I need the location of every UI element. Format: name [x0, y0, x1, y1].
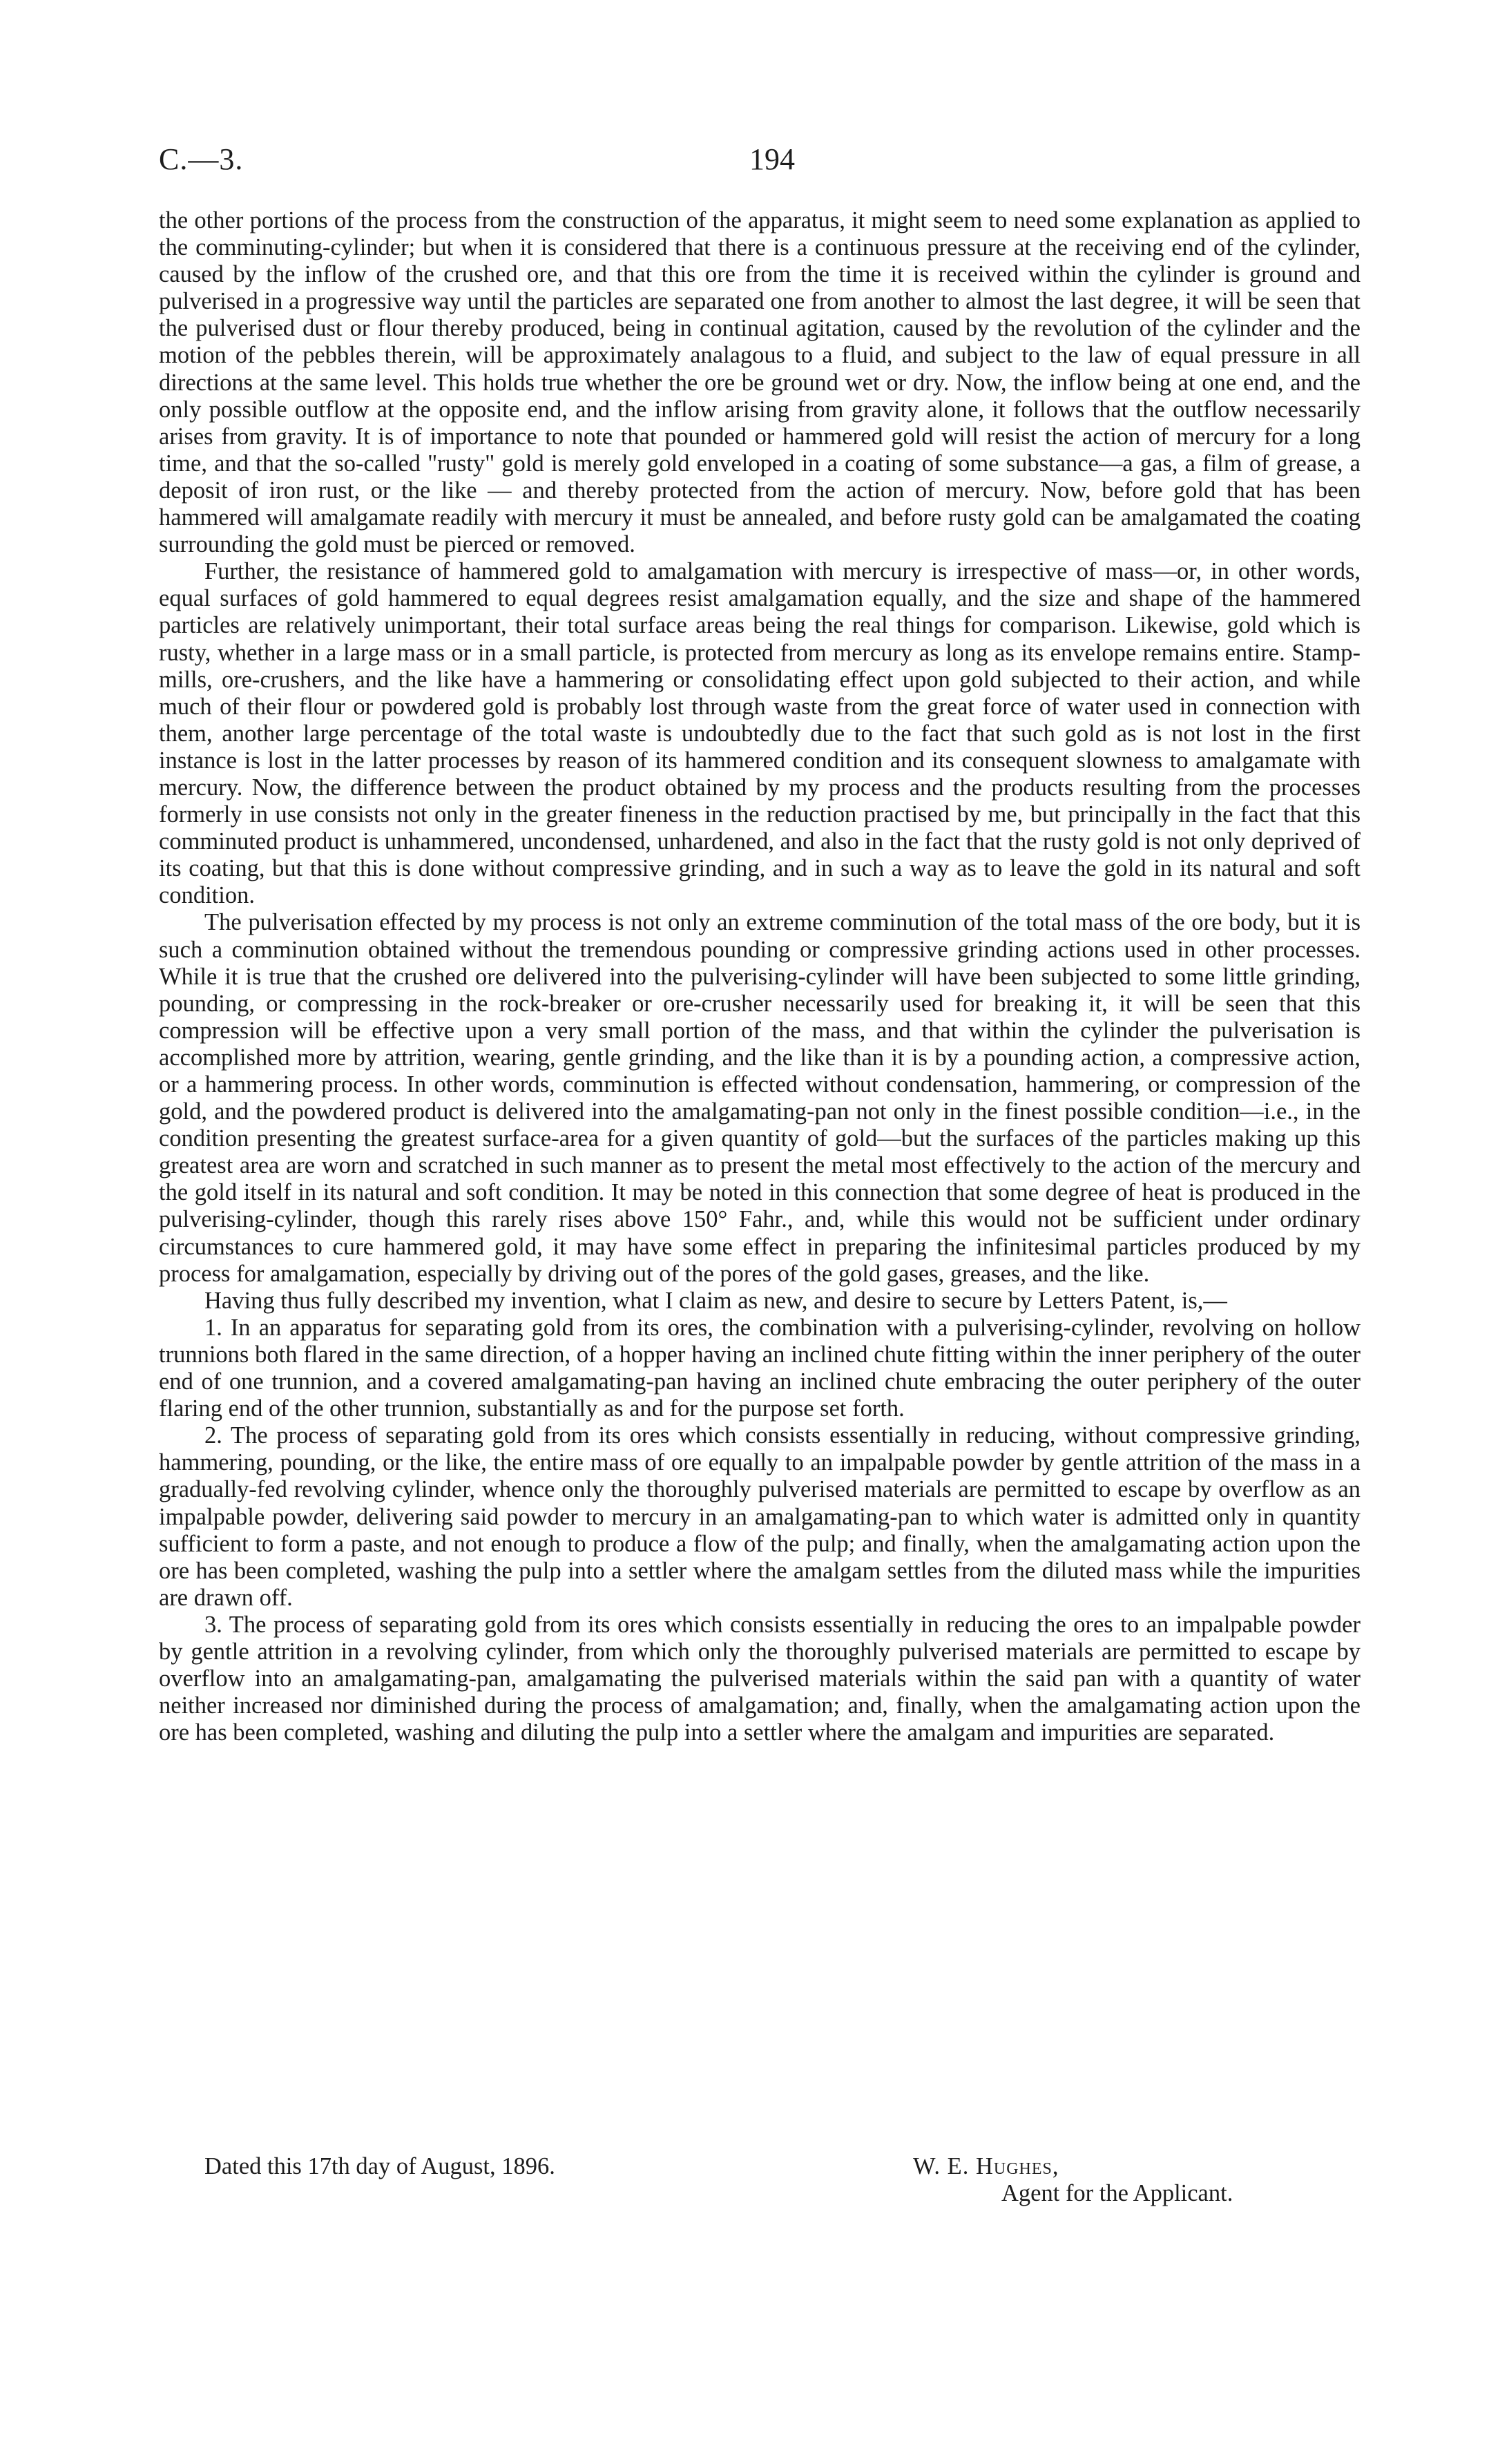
page-number: 194	[749, 142, 795, 176]
paragraph-continuation: the other portions of the process from the construction of the apparatus, it might seem to need some explanation as applied to the comminuting-cylinder; but when it is considered that there is a continuous pressure at the receiving end of the cylinder, caused by the inflow of the crushed ore, and that this ore from the time it is received within the cylinder is ground and pulverised in a progressive way until the particles are separated one from another to almost the last degree, it will be seen that the pulverised dust or flour thereby produced, being in continual agitation, caused by the revolution of the cylinder and the motion of the pebbles therein, will be approximately analagous to a fluid, and subject to the law of equal pressure in all directions at the same level. This holds true whether the ore be ground wet or dry. Now, the inflow being at one end, and the only possible outflow at the opposite end, and the inflow arising from gravity alone, it follows that the outflow necessarily arises from gravity. It is of importance to note that pounded or hammered gold will resist the action of mercury for a long time, and that the so-called "rusty" gold is merely gold enveloped in a coating of some substance—a gas, a film of grease, a deposit of iron rust, or the like — and thereby protected from the action of mercury. Now, before gold that has been hammered will amalgamate readily with mercury it must be annealed, and before rusty gold can be amalgamated the coating surrounding the gold must be pierced or removed.	[159, 207, 1361, 558]
document-reference: C.—3.	[159, 142, 244, 176]
page-header	[159, 142, 1361, 183]
signature-block	[159, 2153, 1361, 2215]
dated-line: Dated this 17th day of August, 1896.	[204, 2153, 555, 2179]
paragraph-claims-intro: Having thus fully described my invention, what I claim as new, and desire to secure by Letters Patent, is,—	[204, 1287, 1227, 1314]
claim-3: 3. The process of separating gold from its ores which consists essentially in reducing the ores to an impalpable powder by gentle attrition in a revolving cylinder, from which only the thoroughly pulverised materials are permitted to escape by overflow into an amalgamating-pan, amalgamating the pulverised materials within the said pan with a quantity of water neither increased nor diminished during the process of amalgamation; and, finally, when the amalgamating action upon the ore has been completed, washing and diluting the pulp into a settler where the amalgam and impurities are separated.	[159, 1611, 1361, 1746]
body-text	[159, 207, 1361, 1746]
claim-2: 2. The process of separating gold from its ores which consists essentially in reducing, without compressive grinding, hammering, pounding, or the like, the entire mass of ore equally to an impalpable powder by gentle attrition of the mass in a gradually-fed revolving cylinder, whence only the thoroughly pulverised materials are permitted to escape by overflow as an impalpable powder, delivering said powder to mercury in an amalgamating-pan to which water is admitted only in quantity sufficient to form a paste, and not enough to produce a flow of the pulp; and finally, when the amalgamating action upon the ore has been completed, washing the pulp into a settler where the amalgam settles from the diluted mass while the impurities are drawn off.	[159, 1422, 1361, 1611]
paragraph-hammered-gold: Further, the resistance of hammered gold to amalgamation with mercury is irrespective of mass—or, in other words, equal surfaces of gold hammered to equal degrees resist amalgamation equally, and the size and shape of the hammered particles are relatively unimportant, their total surface areas being the real things for comparison. Likewise, gold which is rusty, whether in a large mass or in a small particle, is protected from mercury as long as its envelope remains entire. Stamp-mills, ore-crushers, and the like have a hammering or consolidating effect upon gold subjected to their action, and while much of their flour or powdered gold is probably lost through waste from the great force of water used in connection with them, another large percentage of the total waste is undoubtedly due to the fact that such gold as is not lost in the first instance is lost in the latter processes by reason of its hammered condition and its consequent slowness to amalgamate with mercury. Now, the difference between the product obtained by my process and the products resulting from the processes formerly in use consists not only in the greater fineness in the reduction practised by me, but principally in the fact that this comminuted product is unhammered, uncondensed, unhardened, and also in the fact that the rusty gold is not only deprived of its coating, but that this is done without compressive grinding, and in such a way as to leave the gold in its natural and soft condition.	[159, 558, 1361, 909]
signatory-name: W. E. Hughes,	[913, 2153, 1059, 2179]
paragraph-pulverisation: The pulverisation effected by my process is not only an extreme comminution of the total mass of the ore body, but it is such a comminution obtained without the tremendous pounding or compressive grinding actions used in other processes. While it is true that the crushed ore delivered into the pulverising-cylinder will have been subjected to some little grinding, pounding, or compressing in the rock-breaker or ore-crusher necessarily used for breaking it, it will be seen that this compression will be effective upon a very small portion of the mass, and that within the cylinder the pulverisation is accomplished more by attrition, wearing, gentle grinding, and the like than it is by a pounding action, a compressive action, or a hammering process. In other words, comminution is effected without condensation, hammering, or compression of the gold, and the powdered product is delivered into the amalgamating-pan not only in the finest possible condition—i.e., in the condition presenting the greatest surface-area for a given quantity of gold—but the surfaces of the particles making up this greatest area are worn and scratched in such manner as to present the metal most effectively to the action of the mercury and the gold itself in its natural and soft condition. It may be noted in this connection that some degree of heat is produced in the pulverising-cylinder, though this rarely rises above 150° Fahr., and, while this would not be sufficient under ordinary circumstances to cure hammered gold, it may have some effect in preparing the infinitesimal particles produced by my process for amalgamation, especially by driving out of the pores of the gold gases, greases, and the like.	[159, 909, 1361, 1287]
claim-1: 1. In an apparatus for separating gold from its ores, the combination with a pulverising-cylinder, revolving on hollow trunnions both flared in the same direction, of a hopper having an inclined chute fitting within the inner periphery of the outer end of one trunnion, and a covered amalgamating-pan having an inclined chute embracing the outer periphery of the outer flaring end of the other trunnion, substantially as and for the purpose set forth.	[159, 1314, 1361, 1422]
signatory-role: Agent for the Applicant.	[1001, 2180, 1233, 2206]
